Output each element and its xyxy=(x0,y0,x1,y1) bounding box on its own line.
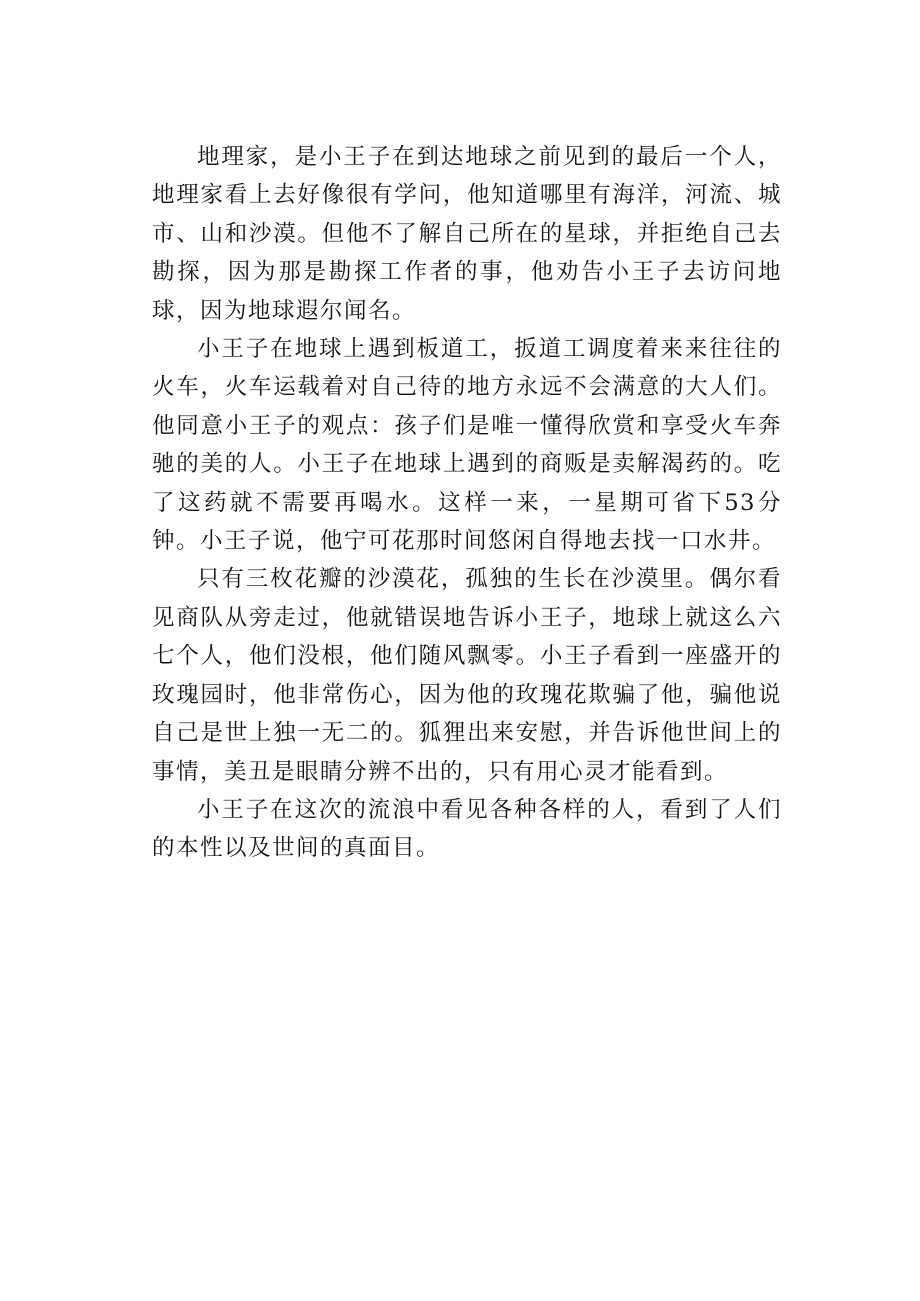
paragraph-geographer: 地理家，是小王子在到达地球之前见到的最后一个人，地理家看上去好像很有学问，他知道哪里有海洋，河流、城市、山和沙漠。但他不了解自己所在的星球，并拒绝自己去勘探，因为那是勘探工作者的事，他劝告小王子去访问地球，因为地球遐尔闻名。 xyxy=(152,144,782,324)
paragraph-conclusion: 小王子在这次的流浪中看见各种各样的人，看到了人们的本性以及世间的真面目。 xyxy=(152,796,782,862)
paragraph-switchman-merchant: 小王子在地球上遇到板道工，扳道工调度着来来往往的火车，火车运载着对自己待的地方永远不会满意的大人们。他同意小王子的观点：孩子们是唯一懂得欣赏和享受火车奔驰的美的人。小王子在地球上遇到的商贩是卖解渴药的。吃了这药就不需要再喝水。这样一来，一星期可省下53分钟。小王子说，他宁可花那时间悠闲自得地去找一口水井。 xyxy=(152,336,782,555)
paragraph-desert-flower-fox: 只有三枚花瓣的沙漠花，孤独的生长在沙漠里。偶尔看见商队从旁走过，他就错误地告诉小王子，地球上就这么六七个人，他们没根，他们随风飘零。小王子看到一座盛开的玫瑰园时，他非常伤心，因为他的玫瑰花欺骗了他，骗他说自己是世上独一无二的。狐狸出来安慰，并告诉他世间上的事情，美丑是眼睛分辨不出的，只有用心灵才能看到。 xyxy=(152,566,782,785)
document-body xyxy=(152,138,782,868)
